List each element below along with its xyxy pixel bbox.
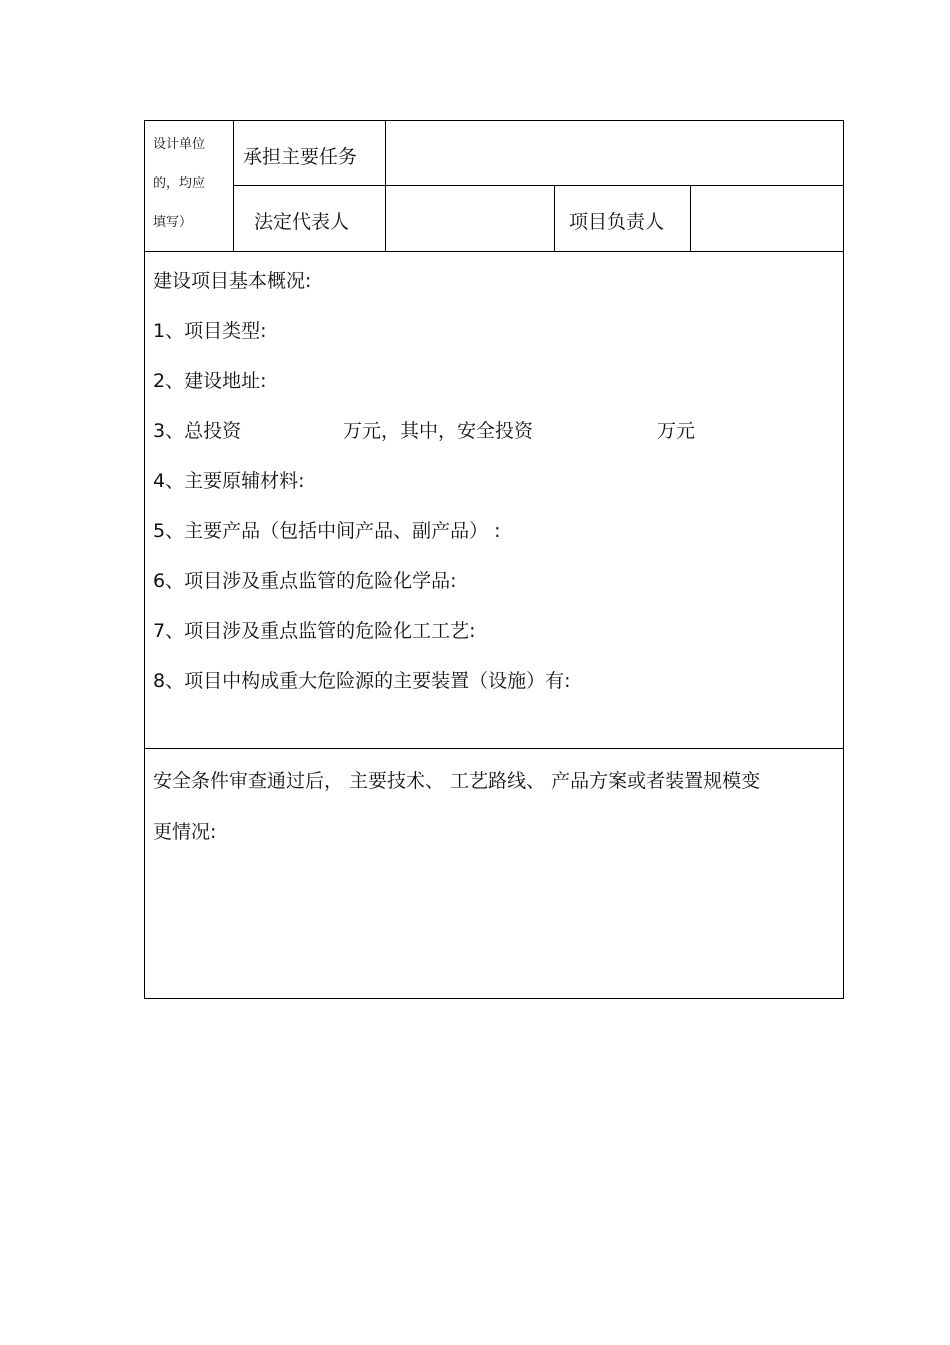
- divider-row-1: [233, 185, 843, 186]
- divider-col-4: [690, 185, 691, 251]
- main-task-label: 承担主要任务: [243, 146, 358, 168]
- divider-row-2: [145, 251, 843, 252]
- application-form-table: [144, 120, 844, 999]
- main-materials-item: 4、主要原辅材料:: [153, 470, 305, 492]
- construction-address-item: 2、建设地址:: [153, 370, 267, 392]
- divider-col-1: [233, 121, 234, 251]
- main-products-item: 5、主要产品（包括中间产品、副产品） :: [153, 520, 501, 542]
- changes-text-line-2: 更情况:: [153, 821, 217, 843]
- main-task-field[interactable]: [387, 122, 841, 184]
- project-leader-field[interactable]: [692, 187, 842, 250]
- safety-investment-text: 万元，其中，安全投资: [343, 420, 534, 442]
- divider-col-3: [554, 185, 555, 251]
- safety-investment-unit: 万元: [657, 420, 696, 442]
- legal-rep-field[interactable]: [387, 187, 553, 250]
- overview-title: 建设项目基本概况:: [153, 270, 312, 292]
- project-type-item: 1、项目类型:: [153, 320, 267, 342]
- unit-note-line-1: 设计单位: [153, 137, 206, 152]
- hazardous-chemicals-item: 6、项目涉及重点监管的危险化学品:: [153, 570, 457, 592]
- unit-note-line-2: 的，均应: [153, 176, 206, 191]
- divider-col-2: [385, 121, 386, 251]
- changes-text-line-1: 安全条件审查通过后， 主要技术、 工艺路线、 产品方案或者装置规模变: [153, 770, 761, 792]
- unit-note-line-3: 填写）: [153, 215, 193, 230]
- hazardous-processes-item: 7、项目涉及重点监管的危险化工工艺:: [153, 620, 476, 642]
- total-investment-item: 3、总投资: [153, 420, 242, 442]
- major-hazard-equipment-item: 8、项目中构成重大危险源的主要装置（设施）有:: [153, 670, 571, 692]
- project-leader-label: 项目负责人: [569, 211, 665, 233]
- divider-row-3: [145, 748, 843, 749]
- legal-rep-label: 法定代表人: [254, 211, 350, 233]
